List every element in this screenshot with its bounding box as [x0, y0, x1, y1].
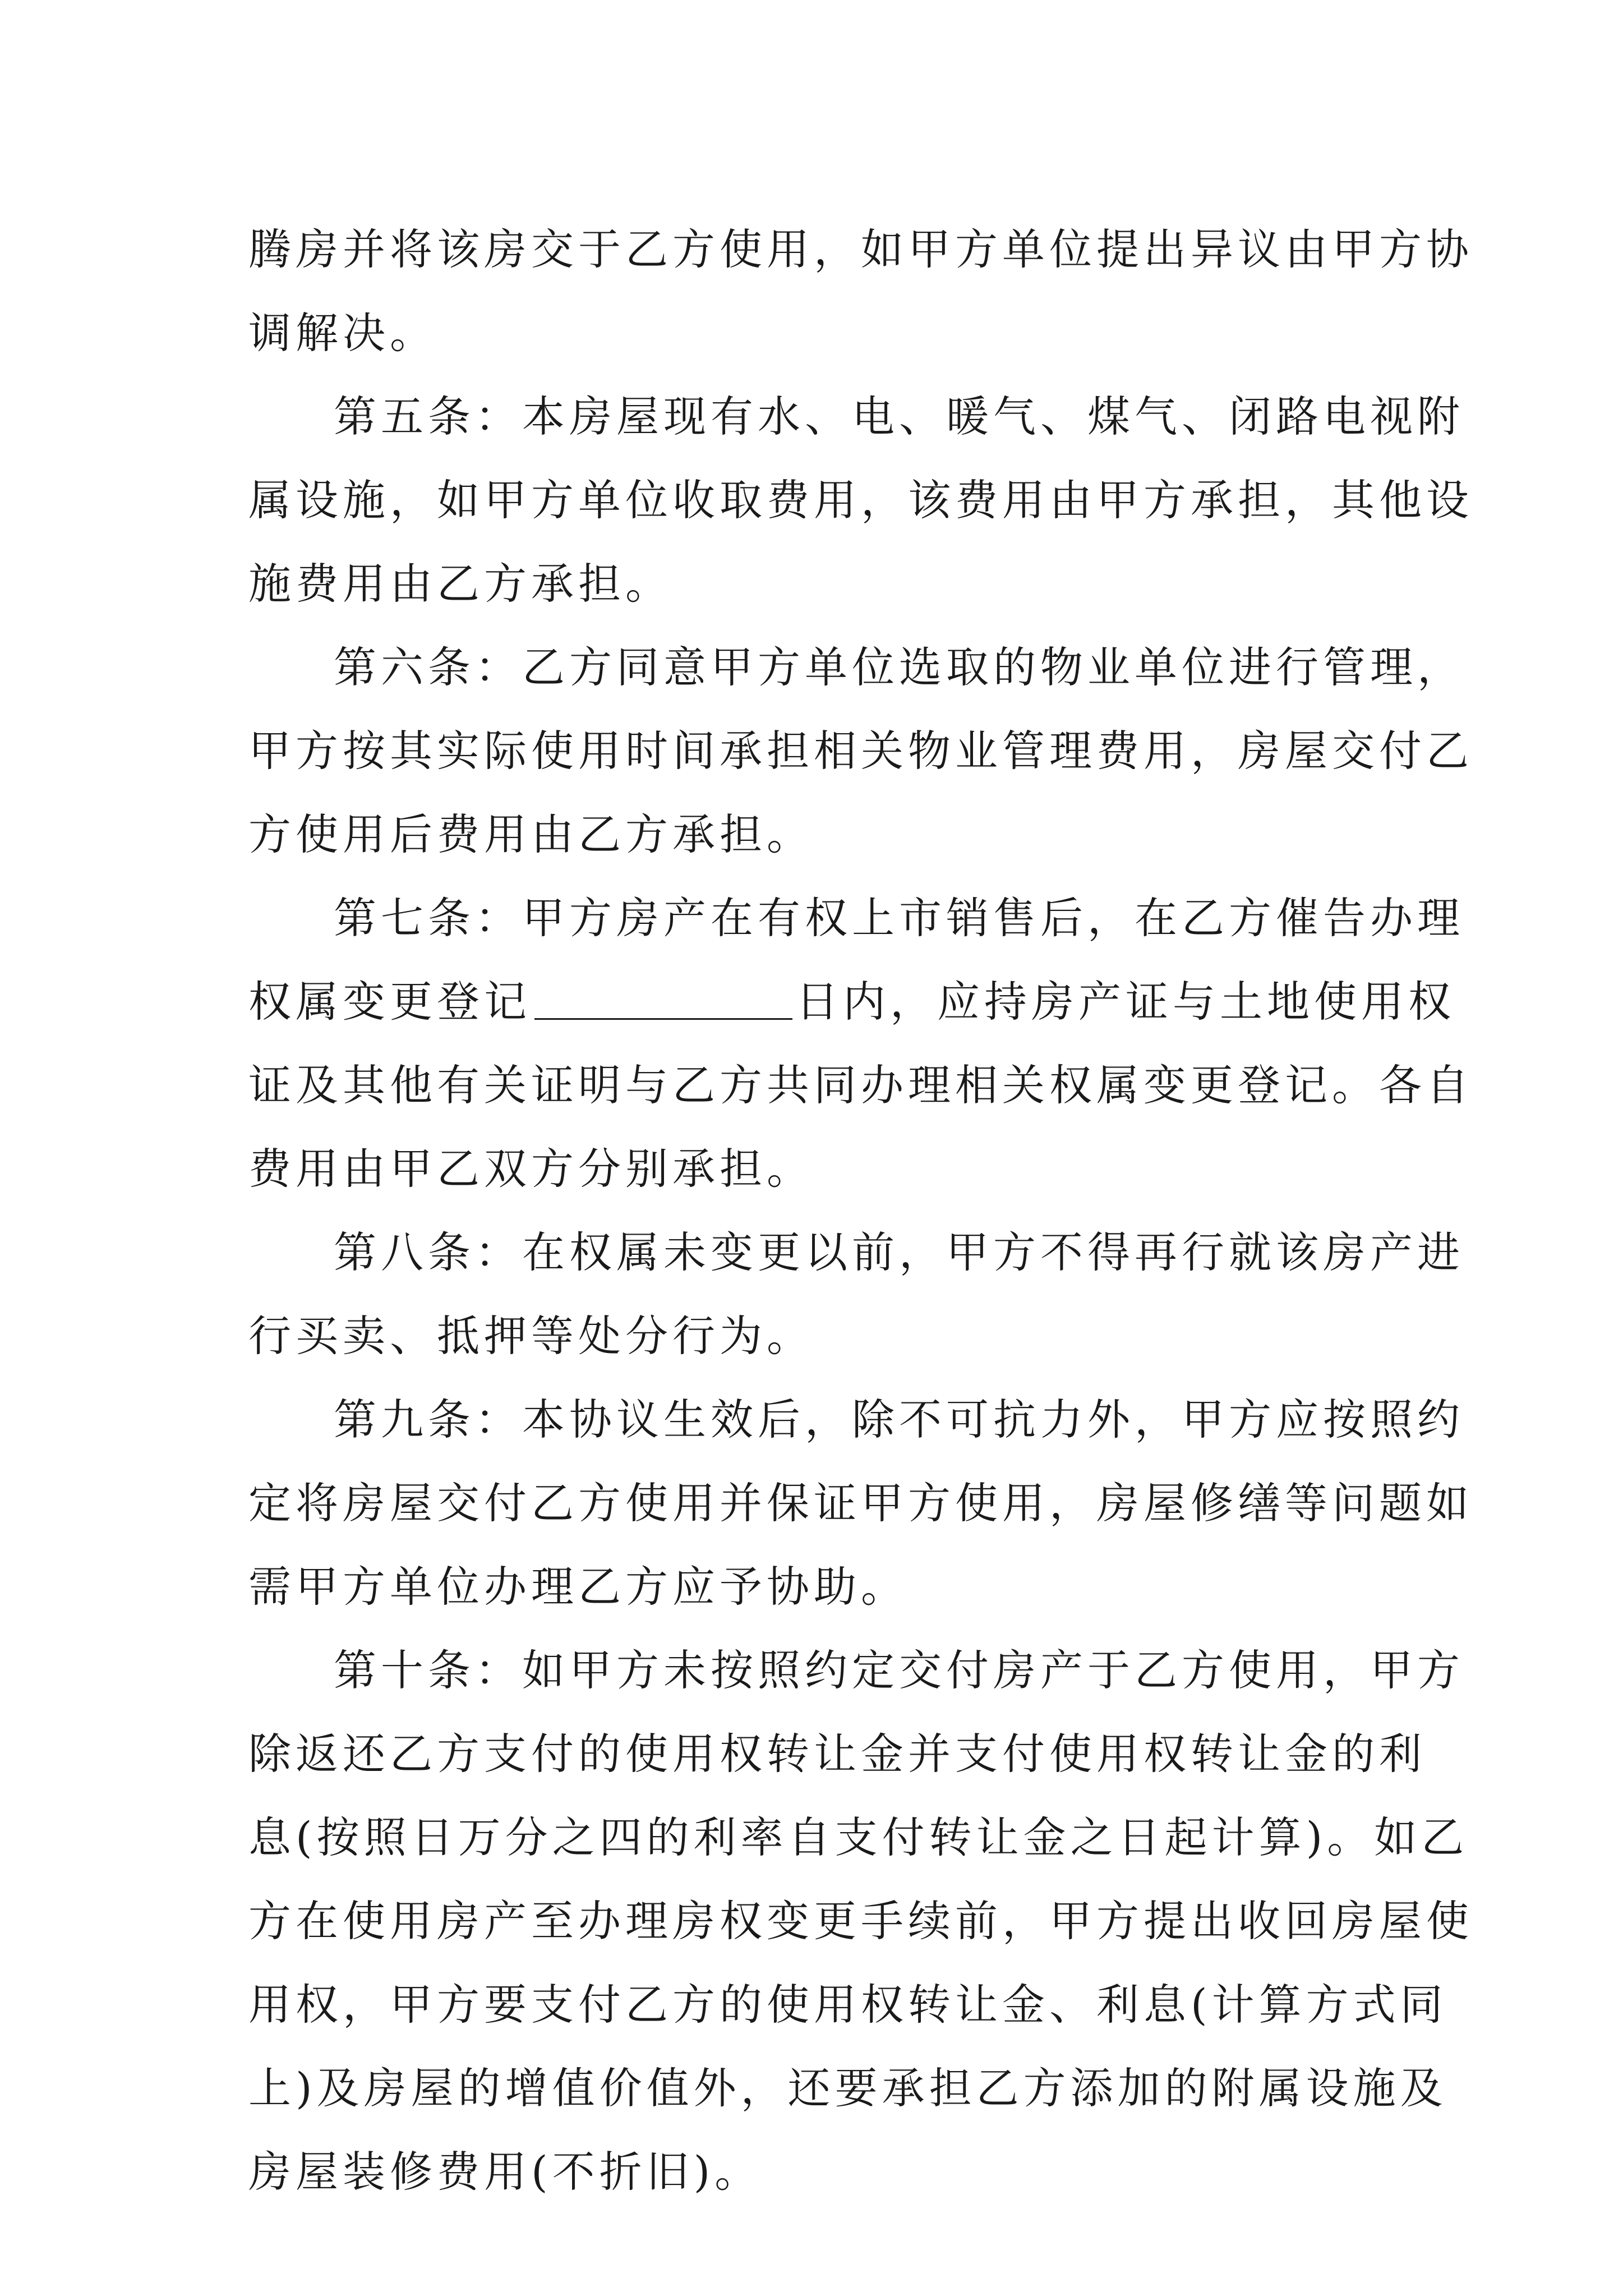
- text-line: 第九条：本协议生效后，除不可抗力外，甲方应按照约: [334, 1395, 1464, 1444]
- text-line: 用权，甲方要支付乙方的使用权转让金、利息(计算方式同: [248, 1980, 1447, 2030]
- text-line: 除返还乙方支付的使用权转让金并支付使用权转让金的利: [248, 1729, 1426, 1779]
- text-line: 费用由甲乙双方分别承担。: [248, 1144, 814, 1194]
- text-line: 第八条：在权属未变更以前，甲方不得再行就该房产进: [334, 1227, 1464, 1277]
- text-line: 方使用后费用由乙方承担。: [248, 809, 814, 859]
- article-9: [248, 1378, 1473, 1628]
- text-segment: 权属变更登记: [248, 977, 531, 1027]
- text-line: 行买卖、抵押等处分行为。: [248, 1311, 814, 1361]
- text-line-with-blank: [248, 960, 1455, 1043]
- document-body: [248, 208, 1473, 2214]
- text-line: 施费用由乙方承担。: [248, 559, 672, 609]
- text-line: 方在使用房产至办理房权变更手续前，甲方提出收回房屋使: [248, 1896, 1473, 1946]
- text-line: 甲方按其实际使用时间承担相关物业管理费用，房屋交付乙: [248, 726, 1473, 776]
- text-line: 息(按照日万分之四的利率自支付转让金之日起计算)。如乙: [248, 1812, 1469, 1862]
- text-line: 需甲方单位办理乙方应予协助。: [248, 1562, 908, 1612]
- text-line: 调解决。: [248, 308, 437, 358]
- fill-in-blank: [534, 984, 792, 1020]
- article-5: [248, 375, 1473, 625]
- article-8: [248, 1211, 1464, 1378]
- article-7: [248, 876, 1473, 1211]
- text-segment: 日内，应持房产证与土地使用权: [796, 977, 1455, 1027]
- article-6: [248, 625, 1473, 876]
- text-line: 证及其他有关证明与乙方共同办理相关权属变更登记。各自: [248, 1060, 1473, 1110]
- text-line: 第十条：如甲方未按照约定交付房产于乙方使用，甲方: [334, 1645, 1464, 1695]
- paragraph-continuation: [248, 208, 1473, 375]
- text-line: 房屋装修费用(不折旧)。: [248, 2147, 762, 2197]
- text-line: 第五条：本房屋现有水、电、暖气、煤气、闭路电视附: [334, 392, 1464, 441]
- text-line: 腾房并将该房交于乙方使用，如甲方单位提出异议由甲方协: [248, 224, 1473, 274]
- text-line: 定将房屋交付乙方使用并保证甲方使用，房屋修缮等问题如: [248, 1478, 1473, 1528]
- article-10: [248, 1628, 1473, 2214]
- text-line: 属设施，如甲方单位收取费用，该费用由甲方承担，其他设: [248, 475, 1473, 525]
- text-line: 上)及房屋的增值价值外，还要承担乙方添加的附属设施及: [248, 2063, 1447, 2113]
- text-line: 第六条：乙方同意甲方单位选取的物业单位进行管理，: [334, 642, 1464, 692]
- text-line: 第七条：甲方房产在有权上市销售后，在乙方催告办理: [334, 893, 1464, 943]
